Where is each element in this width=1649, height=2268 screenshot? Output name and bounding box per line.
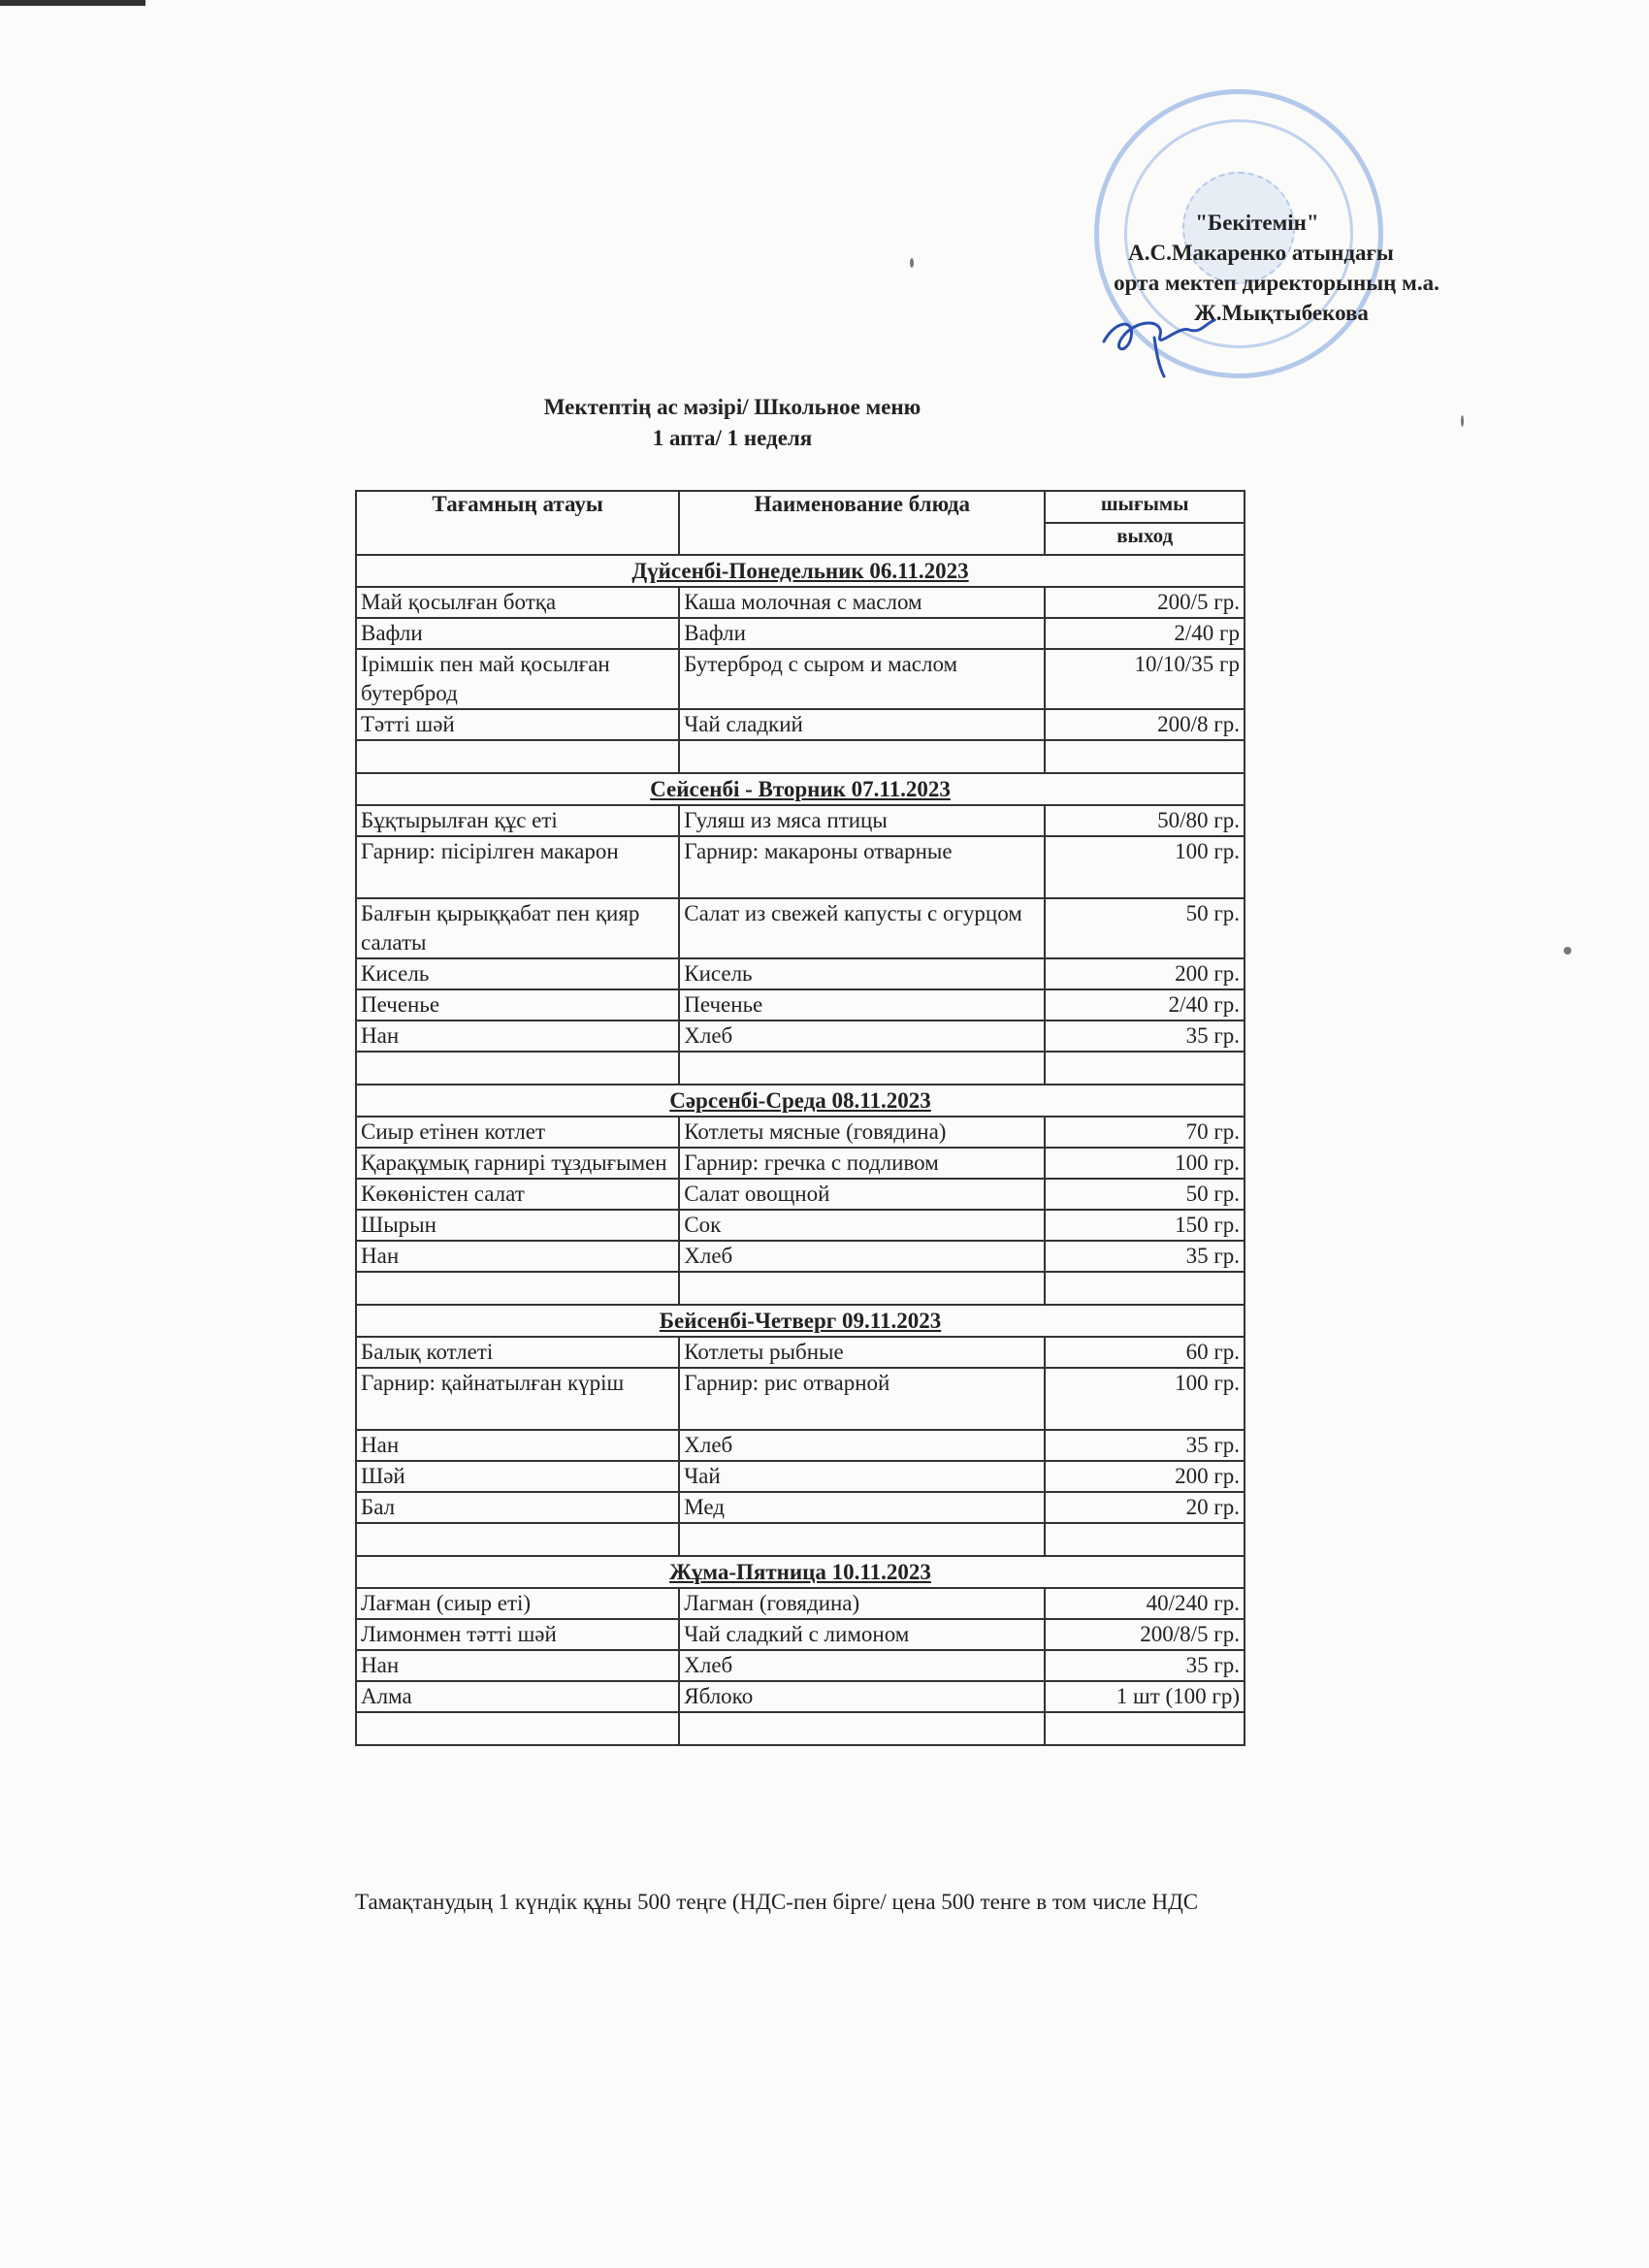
dish-yield: 10/10/35 гр [1045, 649, 1245, 709]
dish-name-kz: Кисель [356, 958, 679, 989]
dish-yield: 100 гр. [1045, 1148, 1245, 1179]
dish-name-ru: Чай сладкий с лимоном [679, 1619, 1045, 1650]
day-heading: Жұма-Пятница 10.11.2023 [356, 1556, 1245, 1588]
empty-row [356, 1712, 1245, 1745]
dish-name-kz: Шәй [356, 1461, 679, 1492]
dish-name-kz: Қарақұмық гарнирі тұздығымен [356, 1148, 679, 1179]
dish-yield: 200 гр. [1045, 958, 1245, 989]
menu-body [356, 555, 1245, 1745]
dish-row [356, 1368, 1245, 1430]
menu-title-line-1: Мектептің ас мәзірі/ Школьное меню [543, 395, 922, 419]
day-heading: Бейсенбі-Четверг 09.11.2023 [356, 1305, 1245, 1337]
dish-name-kz: Тәтті шәй [356, 709, 679, 740]
dish-row [356, 1650, 1245, 1681]
header-kz: Тағамның атауы [356, 491, 679, 555]
dish-yield: 150 гр. [1045, 1210, 1245, 1241]
dish-name-ru: Салат овощной [679, 1179, 1045, 1210]
dish-yield: 50 гр. [1045, 1179, 1245, 1210]
empty-row [356, 1052, 1245, 1085]
dish-row [356, 1210, 1245, 1241]
dish-name-kz: Гарнир: пісірілген макарон [356, 836, 679, 898]
dish-row [356, 1337, 1245, 1368]
empty-cell [1045, 1523, 1245, 1556]
menu-title-line-2: 1 апта/ 1 неделя [652, 426, 813, 450]
empty-cell [679, 740, 1045, 773]
dish-name-ru: Гарнир: рис отварной [679, 1368, 1045, 1430]
dish-name-kz: Лимонмен тәтті шәй [356, 1619, 679, 1650]
price-footer: Тамақтанудың 1 күндік құны 500 теңге (НДС-пен бірге/ цена 500 тенге в том числе НДС [355, 1890, 1199, 1914]
dish-row [356, 1021, 1245, 1052]
empty-cell [679, 1712, 1045, 1745]
dish-name-ru: Хлеб [679, 1650, 1045, 1681]
header-yield-ru: выход [1045, 523, 1245, 555]
dish-name-kz: Ірімшік пен май қосылған бутерброд [356, 649, 679, 709]
dish-row [356, 649, 1245, 709]
dish-row [356, 989, 1245, 1021]
dish-name-kz: Нан [356, 1650, 679, 1681]
dish-row [356, 1492, 1245, 1523]
dish-name-ru: Кисель [679, 958, 1045, 989]
dish-yield: 100 гр. [1045, 836, 1245, 898]
empty-cell [356, 1272, 679, 1305]
dish-row [356, 898, 1245, 958]
dish-row [356, 1241, 1245, 1272]
dish-name-kz: Май қосылған ботқа [356, 587, 679, 618]
dish-name-ru: Гуляш из мяса птицы [679, 805, 1045, 836]
signature-mark [1096, 291, 1222, 378]
dish-yield: 35 гр. [1045, 1021, 1245, 1052]
dish-row [356, 1461, 1245, 1492]
dish-row [356, 1148, 1245, 1179]
day-row [356, 1305, 1245, 1337]
day-heading: Сәрсенбі-Среда 08.11.2023 [356, 1085, 1245, 1117]
dish-name-kz: Нан [356, 1241, 679, 1272]
dish-row [356, 1588, 1245, 1619]
dish-row [356, 587, 1245, 618]
dish-name-ru: Мед [679, 1492, 1045, 1523]
dish-name-kz: Печенье [356, 989, 679, 1021]
dish-name-kz: Балғын қырыққабат пен қияр салаты [356, 898, 679, 958]
empty-cell [1045, 1052, 1245, 1085]
dish-yield: 200/8/5 гр. [1045, 1619, 1245, 1650]
empty-cell [356, 1712, 679, 1745]
scan-speck [1461, 415, 1464, 427]
dish-yield: 40/240 гр. [1045, 1588, 1245, 1619]
dish-row [356, 836, 1245, 898]
header-yield-kz: шығымы [1045, 491, 1245, 523]
dish-name-ru: Вафли [679, 618, 1045, 649]
header-ru: Наименование блюда [679, 491, 1045, 555]
dish-name-kz: Гарнир: қайнатылған күріш [356, 1368, 679, 1430]
dish-yield: 2/40 гр [1045, 618, 1245, 649]
dish-name-kz: Нан [356, 1430, 679, 1461]
dish-name-ru: Сок [679, 1210, 1045, 1241]
dish-name-ru: Гарнир: макароны отварные [679, 836, 1045, 898]
empty-cell [356, 1523, 679, 1556]
dish-row [356, 958, 1245, 989]
dish-yield: 60 гр. [1045, 1337, 1245, 1368]
empty-cell [1045, 1712, 1245, 1745]
dish-yield: 35 гр. [1045, 1650, 1245, 1681]
empty-row [356, 740, 1245, 773]
dish-yield: 35 гр. [1045, 1241, 1245, 1272]
day-heading: Дүйсенбі-Понедельник 06.11.2023 [356, 555, 1245, 587]
dish-row [356, 1179, 1245, 1210]
dish-yield: 100 гр. [1045, 1368, 1245, 1430]
dish-name-ru: Хлеб [679, 1241, 1045, 1272]
dish-name-kz: Бал [356, 1492, 679, 1523]
dish-name-kz: Алма [356, 1681, 679, 1712]
dish-name-ru: Гарнир: гречка с подливом [679, 1148, 1045, 1179]
dish-yield: 200/8 гр. [1045, 709, 1245, 740]
day-row [356, 773, 1245, 805]
dish-yield: 200 гр. [1045, 1461, 1245, 1492]
dish-name-kz: Балық котлеті [356, 1337, 679, 1368]
dish-name-kz: Сиыр етінен котлет [356, 1117, 679, 1148]
dish-name-kz: Вафли [356, 618, 679, 649]
dish-yield: 50 гр. [1045, 898, 1245, 958]
dish-row [356, 1117, 1245, 1148]
dish-name-ru: Лагман (говядина) [679, 1588, 1045, 1619]
dish-row [356, 709, 1245, 740]
day-row [356, 1085, 1245, 1117]
empty-cell [679, 1523, 1045, 1556]
dish-row [356, 1430, 1245, 1461]
empty-cell [356, 740, 679, 773]
dish-name-kz: Бұқтырылған құс еті [356, 805, 679, 836]
dish-yield: 70 гр. [1045, 1117, 1245, 1148]
empty-row [356, 1523, 1245, 1556]
dish-row [356, 1681, 1245, 1712]
dish-name-ru: Салат из свежей капусты с огурцом [679, 898, 1045, 958]
scan-speck [910, 258, 914, 268]
day-row [356, 555, 1245, 587]
dish-name-ru: Хлеб [679, 1021, 1045, 1052]
day-heading: Сейсенбі - Вторник 07.11.2023 [356, 773, 1245, 805]
scan-speck [1564, 947, 1571, 955]
dish-name-ru: Чай [679, 1461, 1045, 1492]
day-row [356, 1556, 1245, 1588]
dish-name-ru: Котлеты мясные (говядина) [679, 1117, 1045, 1148]
dish-row [356, 805, 1245, 836]
empty-cell [1045, 1272, 1245, 1305]
approval-line-2: А.С.Макаренко атындағы [1128, 241, 1394, 265]
dish-name-kz: Көкөністен салат [356, 1179, 679, 1210]
dish-name-ru: Котлеты рыбные [679, 1337, 1045, 1368]
approval-line-1: "Бекітемін" [1195, 211, 1319, 235]
dish-name-ru: Яблоко [679, 1681, 1045, 1712]
dish-row [356, 618, 1245, 649]
dish-yield: 200/5 гр. [1045, 587, 1245, 618]
dish-row [356, 1619, 1245, 1650]
menu-title [354, 392, 1111, 454]
empty-cell [679, 1272, 1045, 1305]
empty-cell [356, 1052, 679, 1085]
dish-yield: 20 гр. [1045, 1492, 1245, 1523]
approval-line-4: Ж.Мықтыбекова [1194, 301, 1369, 325]
dish-yield: 2/40 гр. [1045, 989, 1245, 1021]
dish-name-ru: Печенье [679, 989, 1045, 1021]
dish-name-ru: Чай сладкий [679, 709, 1045, 740]
dish-name-kz: Нан [356, 1021, 679, 1052]
dish-name-kz: Лағман (сиыр еті) [356, 1588, 679, 1619]
dish-yield: 35 гр. [1045, 1430, 1245, 1461]
scan-edge [0, 0, 146, 6]
dish-yield: 1 шт (100 гр) [1045, 1681, 1245, 1712]
dish-yield: 50/80 гр. [1045, 805, 1245, 836]
empty-cell [679, 1052, 1045, 1085]
dish-name-ru: Бутерброд с сыром и маслом [679, 649, 1045, 709]
empty-cell [1045, 740, 1245, 773]
approval-line-3: орта мектеп директорының м.а. [1114, 271, 1439, 295]
dish-name-ru: Каша молочная с маслом [679, 587, 1045, 618]
empty-row [356, 1272, 1245, 1305]
dish-name-kz: Шырын [356, 1210, 679, 1241]
menu-table [355, 490, 1245, 1746]
dish-name-ru: Хлеб [679, 1430, 1045, 1461]
